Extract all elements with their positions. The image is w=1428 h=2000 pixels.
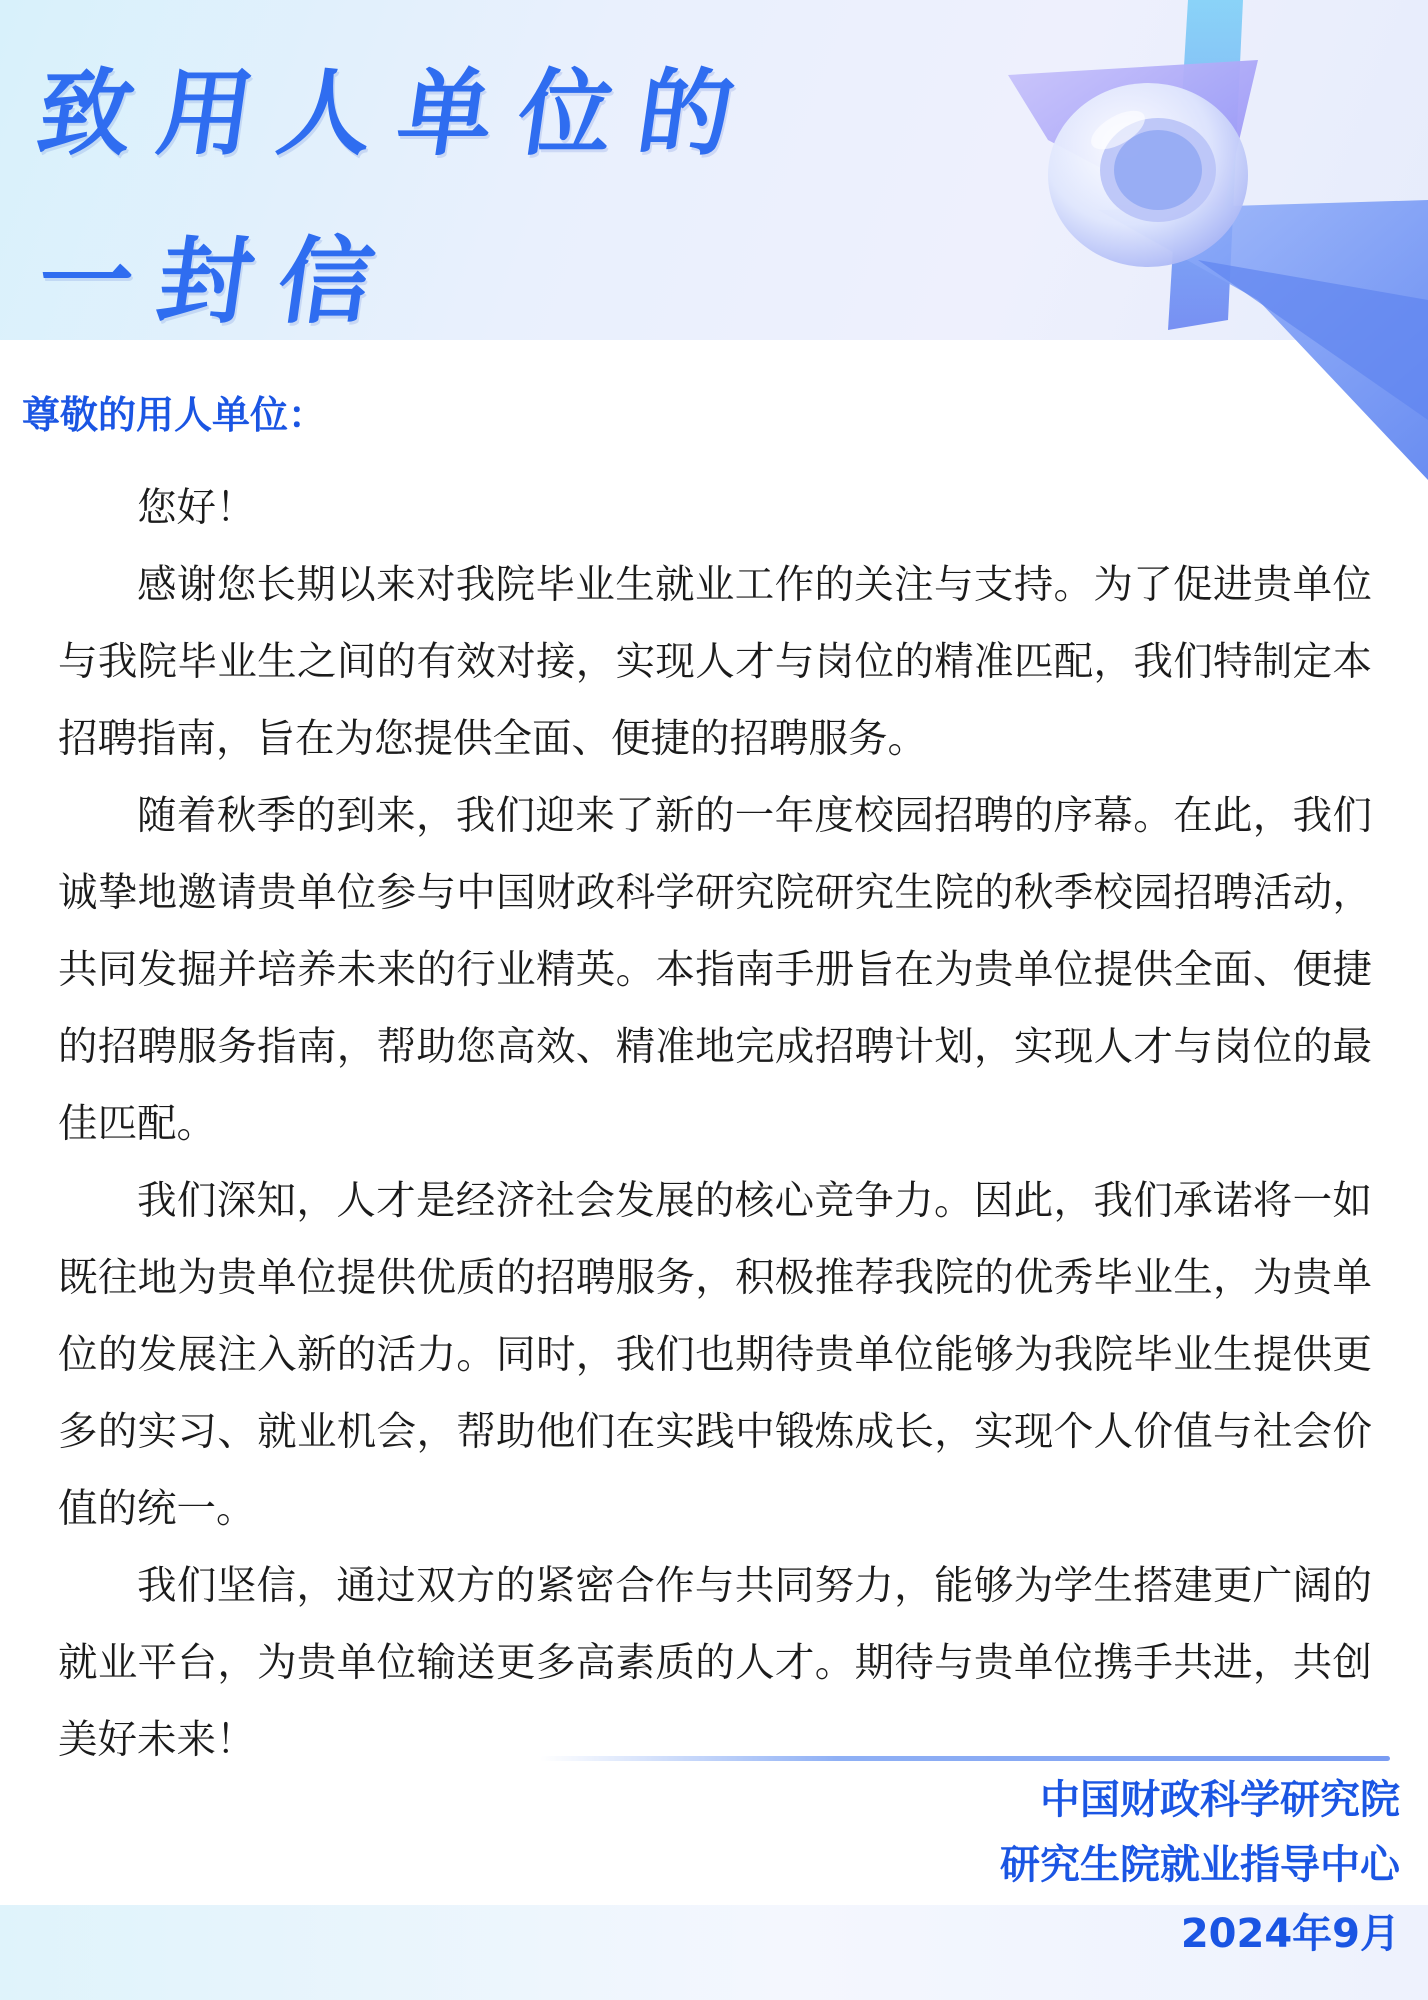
- paragraph-4: 我们坚信，通过双方的紧密合作与共同努力，能够为学生搭建更广阔的就业平台，为贵单位输送更多高素质的人才。期待与贵单位携手共进，共创美好未来！: [58, 1563, 1372, 1763]
- paragraph-1: 感谢您长期以来对我院毕业生就业工作的关注与支持。为了促进贵单位与我院毕业生之间的有效对接，实现人才与岗位的精准匹配，我们特制定本招聘指南，旨在为您提供全面、便捷的招聘服务。: [58, 562, 1372, 762]
- signature-divider: [540, 1756, 1390, 1761]
- title-line-1: 致用人单位的: [31, 59, 767, 169]
- signature-date: 2024年9月: [1180, 1911, 1400, 1957]
- salutation: 尊敬的用人单位：: [22, 393, 327, 437]
- letter-body: [58, 470, 1372, 1779]
- signature-org: 中国财政科学研究院: [1040, 1777, 1400, 1823]
- paragraph-2: 随着秋季的到来，我们迎来了新的一年度校园招聘的序幕。在此，我们诚挚地邀请贵单位参与中国财政科学研究院研究生院的秋季校园招聘活动，共同发掘并培养未来的行业精英。本指南手册旨在为贵单位提供全面、便捷的招聘服务指南，帮助您高效、精准地完成招聘计划，实现人才与岗位的最佳匹配。: [58, 793, 1372, 1147]
- title-line-2: 一封信: [31, 227, 407, 337]
- paragraph-3: 我们深知，人才是经济社会发展的核心竞争力。因此，我们承诺将一如既往地为贵单位提供优质的招聘服务，积极推荐我院的优秀毕业生，为贵单位的发展注入新的活力。同时，我们也期待贵单位能够为我院毕业生提供更多的实习、就业机会，帮助他们在实践中锻炼成长，实现个人价值与社会价值的统一。: [58, 1178, 1372, 1532]
- decorative-3d-shape-icon: [1008, 0, 1428, 480]
- signature-dept: 研究生院就业指导中心: [1000, 1842, 1400, 1888]
- greeting: 您好！: [137, 485, 256, 531]
